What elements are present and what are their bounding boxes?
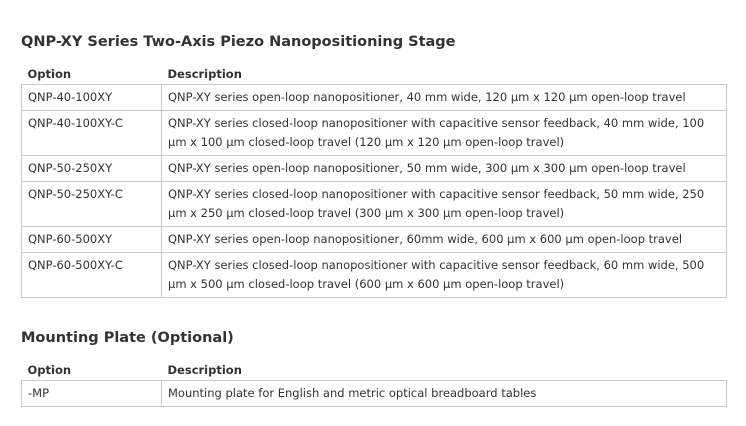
section-title-mounting-plate: Mounting Plate (Optional) bbox=[21, 330, 234, 346]
option-cell: QNP-40-100XY bbox=[22, 85, 162, 111]
column-header-description: Description bbox=[167, 363, 242, 377]
section-title-stage: QNP-XY Series Two-Axis Piezo Nanopositioning Stage bbox=[21, 34, 456, 50]
table-row bbox=[22, 111, 727, 156]
description-cell: QNP-XY series open-loop nanopositioner, 50 mm wide, 300 µm x 300 µm open-loop travel bbox=[162, 156, 727, 182]
column-header-option: Option bbox=[27, 67, 72, 81]
table-row bbox=[22, 182, 727, 227]
table-row bbox=[22, 381, 727, 407]
column-header-option: Option bbox=[27, 363, 72, 377]
option-cell: -MP bbox=[22, 381, 162, 407]
table-row bbox=[22, 156, 727, 182]
description-cell: QNP-XY series closed-loop nanopositioner with capacitive sensor feedback, 40 mm wide, 100 µm x 100 µm closed-loop travel (120 µm x 120 µm open-loop travel) bbox=[162, 111, 727, 156]
table-row bbox=[22, 227, 727, 253]
description-cell: Mounting plate for English and metric optical breadboard tables bbox=[162, 381, 727, 407]
page-content bbox=[21, 0, 726, 407]
options-table-stage bbox=[21, 65, 727, 298]
table-header-row bbox=[22, 361, 727, 381]
description-cell: QNP-XY series closed-loop nanopositioner with capacitive sensor feedback, 50 mm wide, 250 µm x 250 µm closed-loop travel (300 µm x 300 µm open-loop travel) bbox=[162, 182, 727, 227]
table-row bbox=[22, 253, 727, 298]
option-cell: QNP-50-250XY bbox=[22, 156, 162, 182]
table-row bbox=[22, 85, 727, 111]
option-cell: QNP-50-250XY-C bbox=[22, 182, 162, 227]
options-table-mounting-plate bbox=[21, 361, 727, 407]
table-header-row bbox=[22, 65, 727, 85]
description-cell: QNP-XY series open-loop nanopositioner, 60mm wide, 600 µm x 600 µm open-loop travel bbox=[162, 227, 727, 253]
option-cell: QNP-60-500XY bbox=[22, 227, 162, 253]
description-cell: QNP-XY series open-loop nanopositioner, 40 mm wide, 120 µm x 120 µm open-loop travel bbox=[162, 85, 727, 111]
description-cell: QNP-XY series closed-loop nanopositioner with capacitive sensor feedback, 60 mm wide, 500 µm x 500 µm closed-loop travel (600 µm x 600 µm open-loop travel) bbox=[162, 253, 727, 298]
column-header-description: Description bbox=[167, 67, 242, 81]
section-spacer bbox=[21, 298, 726, 329]
option-cell: QNP-60-500XY-C bbox=[22, 253, 162, 298]
option-cell: QNP-40-100XY-C bbox=[22, 111, 162, 156]
